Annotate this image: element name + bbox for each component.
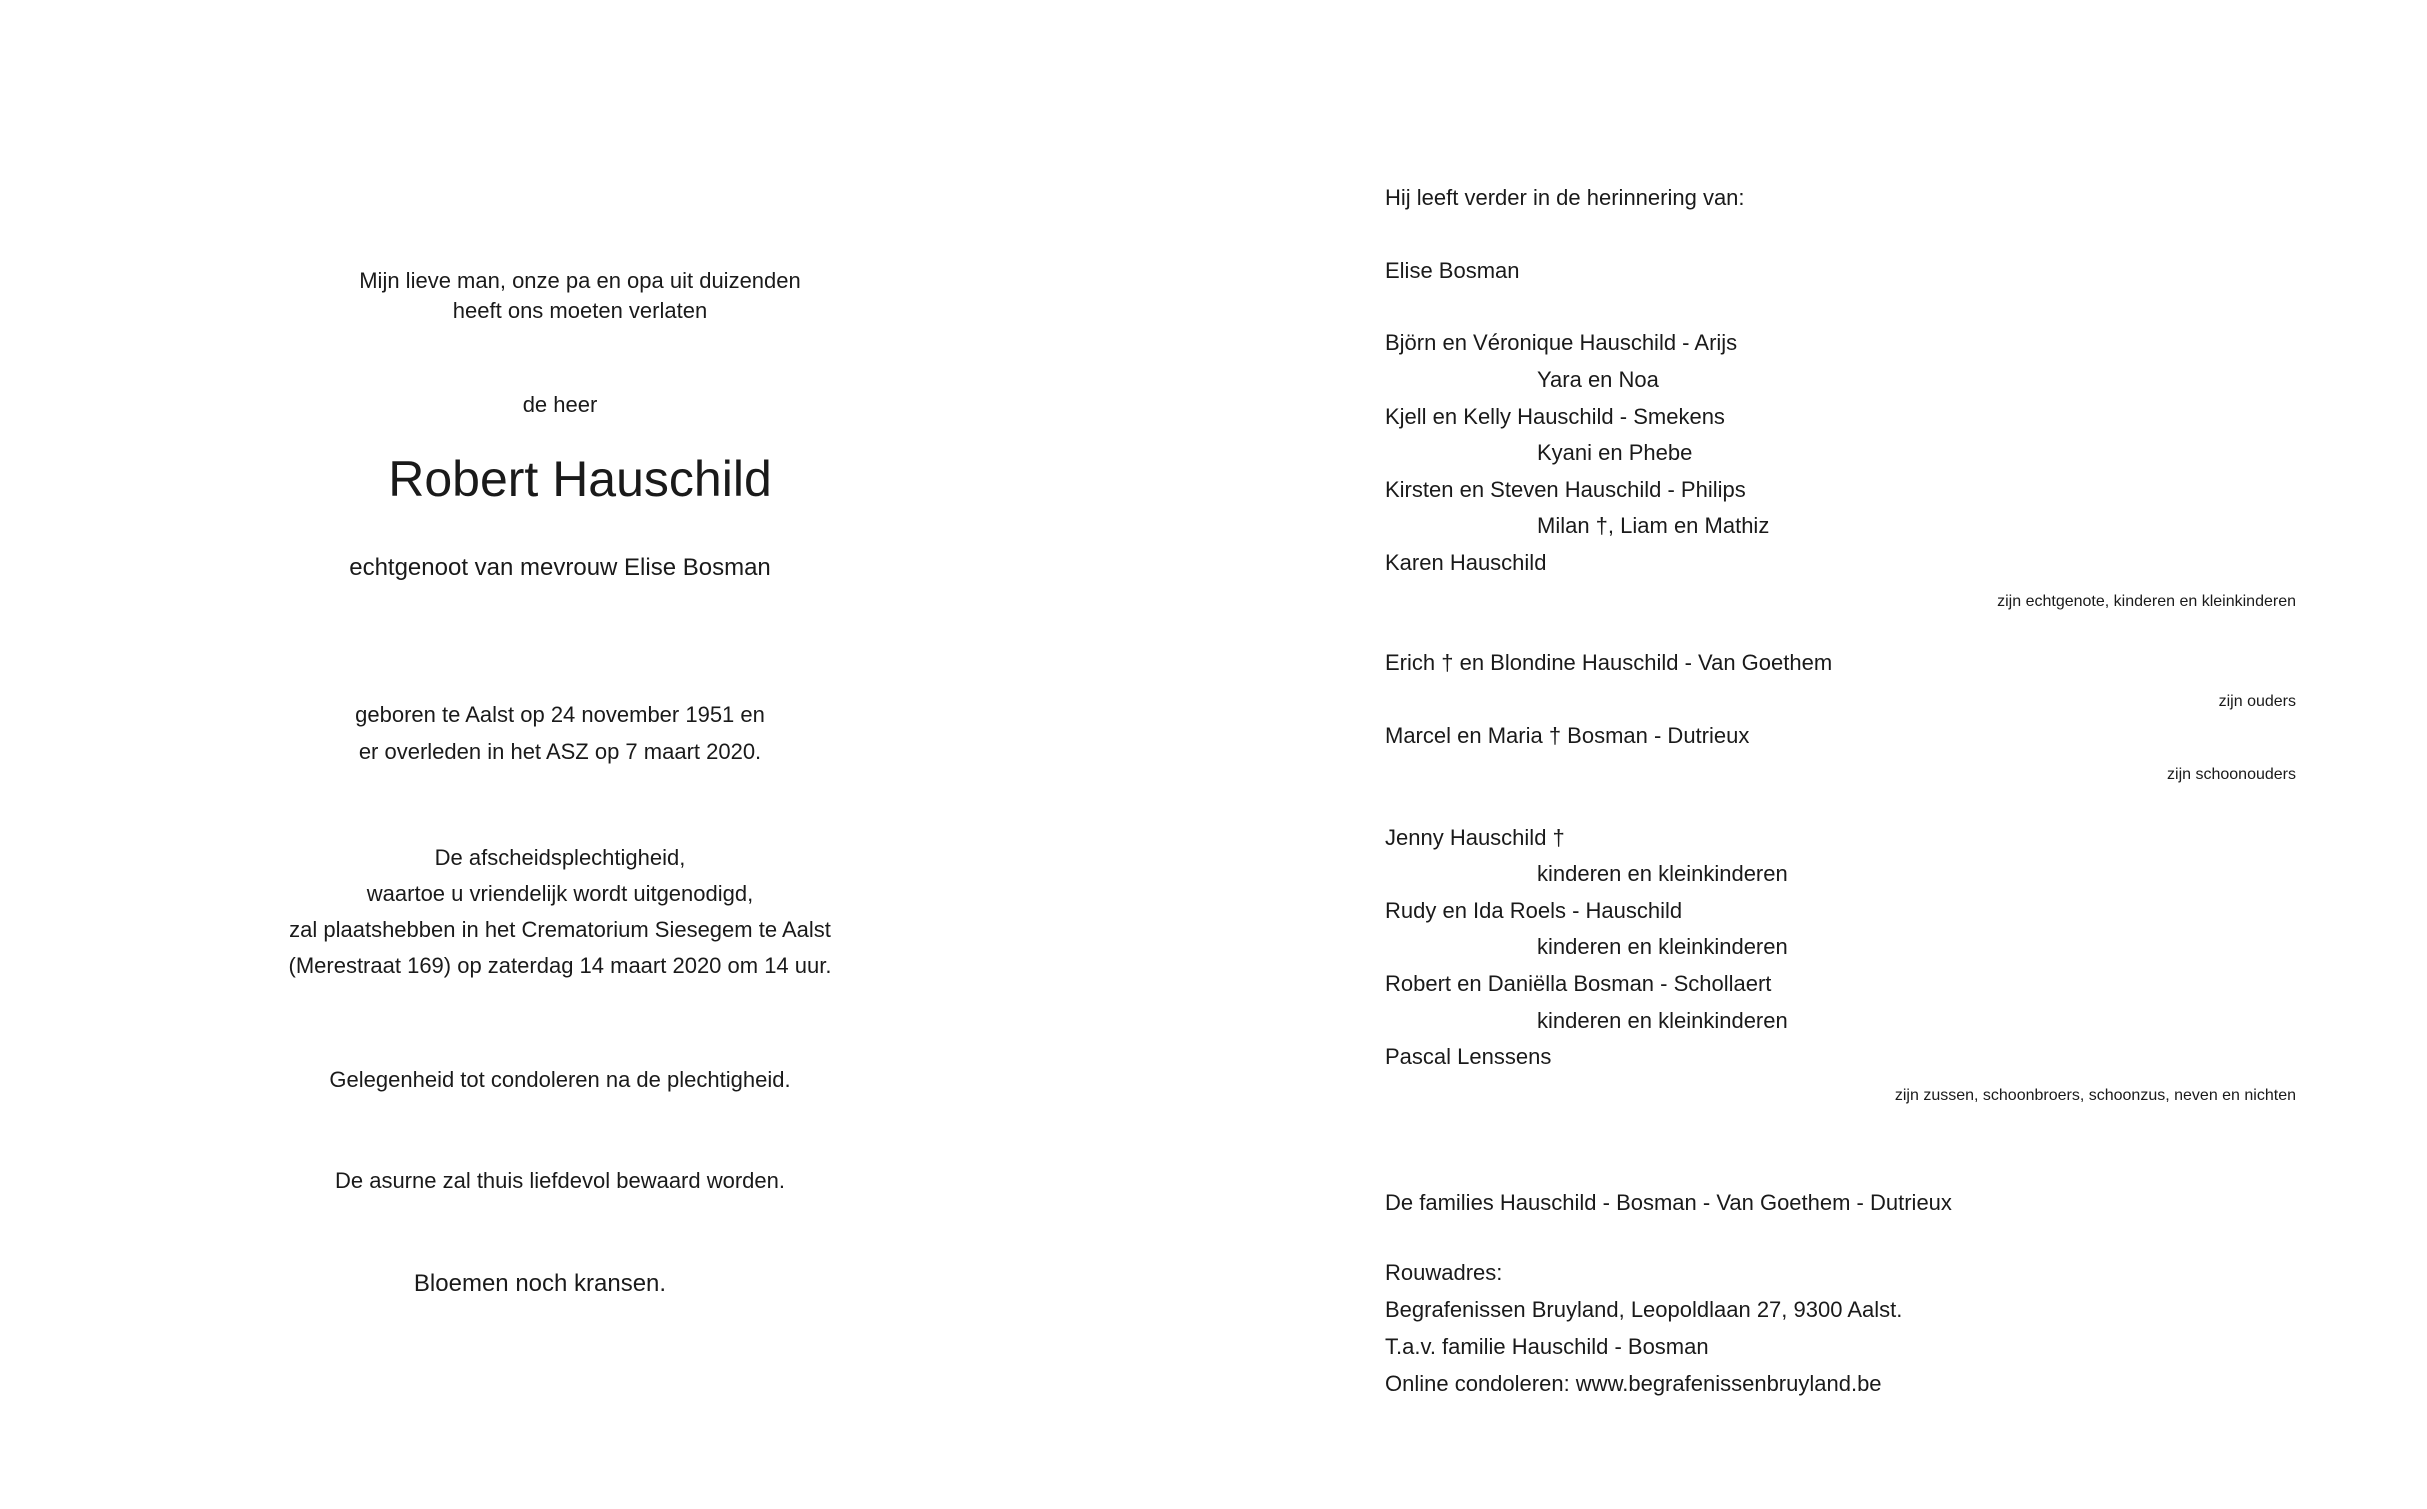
honorific: de heer [522, 392, 598, 417]
ceremony-info [0, 840, 1140, 984]
intro-line-1: Mijn lieve man, onze pa en opa uit duizenden [359, 268, 801, 293]
mourner-child-2: Kjell en Kelly Hauschild - Smekens [1385, 404, 1725, 429]
mourner-child-1: Björn en Véronique Hauschild - Arijs [1385, 330, 1738, 355]
address-label: Rouwadres: [1385, 1260, 1503, 1285]
born-line: geboren te Aalst op 24 november 1951 en [355, 702, 765, 727]
ceremony-line-2: waartoe u vriendelijk wordt uitgenodigd, [366, 881, 754, 906]
role-inlaws: zijn schoonouders [2167, 766, 2296, 783]
urn-line: De asurne zal thuis liefdevol bewaard worden. [334, 1168, 786, 1193]
families-line: De families Hauschild - Bosman - Van Goethem - Dutrieux [1385, 1190, 1952, 1215]
mourner-sibling-2: Rudy en Ida Roels - Hauschild [1385, 898, 1683, 923]
mourner-sibling-1-kids: kinderen en kleinkinderen [1537, 861, 1788, 886]
left-page [0, 0, 1160, 1509]
role-family: zijn echtgenote, kinderen en kleinkinderen [1997, 593, 2296, 610]
died-line: er overleden in het ASZ op 7 maart 2020. [358, 739, 762, 764]
mourner-inlaws: Marcel en Maria † Bosman - Dutrieux [1385, 723, 1750, 748]
condolence-line: Gelegenheid tot condoleren na de plechtigheid. [329, 1067, 791, 1092]
deceased-name: Robert Hauschild [388, 451, 772, 507]
mourner-sibling-3-kids: kinderen en kleinkinderen [1537, 1008, 1788, 1033]
mourner-sibling-3: Robert en Daniëlla Bosman - Schollaert [1385, 971, 1772, 996]
address-line-1: Begrafenissen Bruyland, Leopoldlaan 27, 9300 Aalst. [1385, 1297, 1903, 1322]
mourner-grandchildren-2: Kyani en Phebe [1537, 440, 1693, 465]
life-dates [0, 696, 1140, 770]
mourner-grandchildren-1: Yara en Noa [1537, 367, 1659, 392]
mourner-child-3: Kirsten en Steven Hauschild - Philips [1385, 477, 1746, 502]
role-siblings: zijn zussen, schoonbroers, schoonzus, neven en nichten [1894, 1087, 2296, 1104]
mourner-sibling-1: Jenny Hauschild † [1385, 825, 1565, 850]
mourner-sibling-4: Pascal Lenssens [1385, 1044, 1552, 1069]
intro-line-2: heeft ons moeten verlaten [452, 298, 708, 323]
mourner-spouse: Elise Bosman [1385, 258, 1520, 283]
role-parents: zijn ouders [2218, 693, 2296, 710]
ceremony-line-3: zal plaatshebben in het Crematorium Siesegem te Aalst [289, 917, 831, 942]
mourner-grandchildren-3: Milan †, Liam en Mathiz [1537, 513, 1770, 538]
address-line-2: T.a.v. familie Hauschild - Bosman [1385, 1334, 1709, 1359]
ceremony-line-4: (Merestraat 169) op zaterdag 14 maart 2020 om 14 uur. [288, 953, 832, 978]
flowers-line: Bloemen noch kransen. [413, 1270, 667, 1297]
mourners-heading: Hij leeft verder in de herinnering van: [1385, 185, 1745, 210]
address-line-3: Online condoleren: www.begrafenissenbruyland.be [1385, 1371, 1882, 1396]
mourning-address [1385, 1254, 1902, 1402]
ceremony-line-1: De afscheidsplechtigheid, [434, 845, 686, 870]
mourner-parents: Erich † en Blondine Hauschild - Van Goethem [1385, 650, 1833, 675]
mourner-sibling-2-kids: kinderen en kleinkinderen [1537, 934, 1788, 959]
intro-text [0, 266, 1160, 326]
mourner-child-4: Karen Hauschild [1385, 550, 1547, 575]
spouse-line: echtgenoot van mevrouw Elise Bosman [349, 554, 771, 581]
